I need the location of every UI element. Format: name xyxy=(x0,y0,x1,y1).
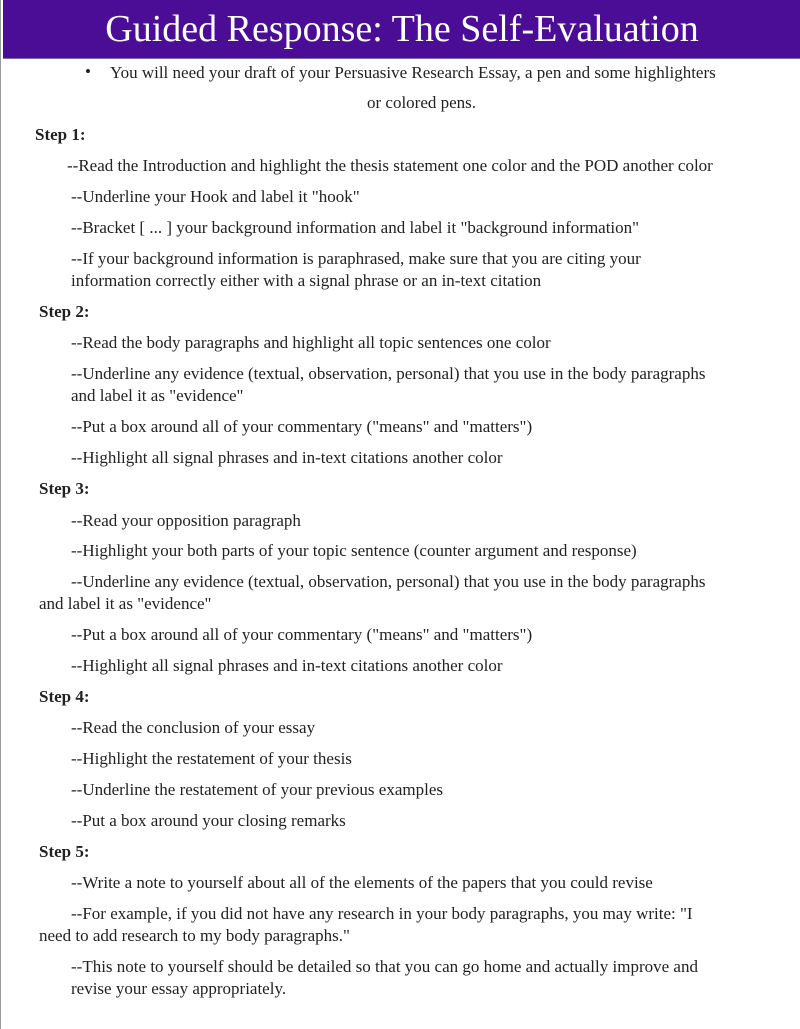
step-2-item: --Read the body paragraphs and highlight all topic sentences one color xyxy=(71,333,551,352)
step-1-item: information correctly either with a signal phrase or an in-text citation xyxy=(71,271,542,290)
header-divider xyxy=(3,58,800,59)
step-2-item: --Put a box around all of your commentary ("means" and "matters") xyxy=(71,417,533,436)
step-3-item: --Put a box around all of your commentary ("means" and "matters") xyxy=(71,625,533,644)
step-3-item: --Highlight all signal phrases and in-text citations another color xyxy=(71,656,503,675)
step-3-item: and label it as "evidence" xyxy=(39,594,212,613)
step-1-item: --Underline your Hook and label it "hook" xyxy=(71,187,360,206)
step-4-item: --Read the conclusion of your essay xyxy=(71,718,316,737)
step-3-heading: Step 3: xyxy=(39,479,90,498)
step-4-item: --Put a box around your closing remarks xyxy=(71,811,346,830)
step-4-item: --Underline the restatement of your previous examples xyxy=(71,780,443,799)
step-2-item: and label it as "evidence" xyxy=(71,386,244,405)
intro-line-1: You will need your draft of your Persuasive Research Essay, a pen and some highlighters xyxy=(110,63,716,82)
step-5-item: revise your essay appropriately. xyxy=(71,979,287,998)
step-3-item: --Underline any evidence (textual, observation, personal) that you use in the body paragraphs xyxy=(71,572,706,591)
step-2-item: --Underline any evidence (textual, observation, personal) that you use in the body paragraphs xyxy=(71,364,706,383)
step-4-item: --Highlight the restatement of your thesis xyxy=(71,749,352,768)
bullet-icon: • xyxy=(85,62,91,81)
step-1-item: --Bracket [ ... ] your background information and label it "background information" xyxy=(71,218,640,237)
step-5-item: need to add research to my body paragraphs." xyxy=(39,926,350,945)
step-5-heading: Step 5: xyxy=(39,842,90,861)
step-2-heading: Step 2: xyxy=(39,302,90,321)
intro-line-2: or colored pens. xyxy=(367,93,477,112)
step-5-item: --Write a note to yourself about all of the elements of the papers that you could revise xyxy=(71,873,653,892)
step-1-item: --Read the Introduction and highlight the thesis statement one color and the POD another color xyxy=(67,156,713,175)
step-3-item: --Highlight your both parts of your topic sentence (counter argument and response) xyxy=(71,541,637,560)
step-1-item: --If your background information is paraphrased, make sure that you are citing your xyxy=(71,249,641,268)
step-2-item: --Highlight all signal phrases and in-text citations another color xyxy=(71,448,503,467)
page-title: Guided Response: The Self-Evaluation xyxy=(3,0,800,58)
step-5-item: --For example, if you did not have any research in your body paragraphs, you may write: "I xyxy=(71,904,693,923)
step-1-heading: Step 1: xyxy=(35,125,86,144)
step-3-item: --Read your opposition paragraph xyxy=(71,511,301,530)
step-4-heading: Step 4: xyxy=(39,687,90,706)
step-5-item: --This note to yourself should be detailed so that you can go home and actually improve and xyxy=(71,957,698,976)
